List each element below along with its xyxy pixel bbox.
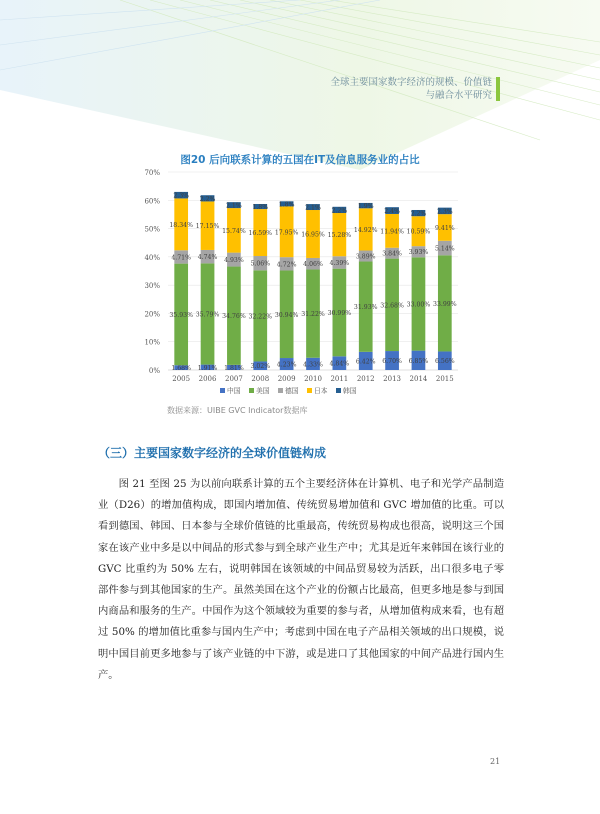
data-label: 10.59% <box>406 228 431 236</box>
x-tick-label: 2007 <box>224 375 243 383</box>
header-accent-bar <box>496 77 500 101</box>
data-label: 4.84% <box>329 360 350 368</box>
data-label: 31.22% <box>301 311 325 319</box>
y-tick-label: 20% <box>144 310 160 319</box>
legend-swatch <box>307 388 312 393</box>
figure-source: 数据来源：UIBE GVC Indicator数据库 <box>167 406 308 415</box>
data-label: 2.2% <box>410 210 427 218</box>
data-label: 4.71% <box>171 254 192 262</box>
data-label: 1.8% <box>278 201 295 209</box>
data-label: 4.23% <box>276 361 297 369</box>
data-label: 6.42% <box>355 358 376 366</box>
legend-swatch <box>249 388 254 393</box>
data-label: 5.06% <box>250 260 271 268</box>
data-label: 4.33% <box>303 361 323 369</box>
legend-label: 韩国 <box>343 387 357 395</box>
data-label: 17.95% <box>274 229 299 237</box>
data-label: 35.79% <box>195 311 220 319</box>
x-tick-label: 2008 <box>251 375 270 383</box>
data-label: 4.93% <box>224 257 244 265</box>
data-label: 2.1% <box>226 202 242 210</box>
data-label: 16.95% <box>301 231 325 239</box>
data-label: 1.9% <box>357 203 374 211</box>
data-label: 5.14% <box>434 245 455 253</box>
y-tick-label: 50% <box>144 225 160 234</box>
data-label: 32.68% <box>380 302 404 310</box>
y-tick-label: 10% <box>144 338 160 347</box>
data-label: 32.22% <box>248 313 273 321</box>
data-label: 6.85% <box>408 357 429 365</box>
data-label: 6.56% <box>434 358 455 366</box>
data-label: 1.81% <box>224 364 244 372</box>
data-label: 33.00% <box>406 301 431 309</box>
legend-label: 美国 <box>256 387 270 395</box>
data-label: 6.70% <box>382 358 402 366</box>
data-label: 4.74% <box>197 254 218 262</box>
page-number: 21 <box>490 757 501 766</box>
data-label: 2.3% <box>436 208 453 216</box>
data-label: 31.93% <box>353 304 378 312</box>
data-label: 14.92% <box>353 226 378 234</box>
data-label: 15.28% <box>327 232 352 240</box>
running-header <box>330 76 492 102</box>
data-label: 2.4% <box>384 208 400 216</box>
data-label: 9.41% <box>434 224 455 232</box>
body-paragraph: 图 21 至图 25 为以前向联系计算的五个主要经济体在计算机、电子和光学产品制造业（D26）的增加值构成，即国内增加值、传统贸易增加值和 GVC 增加值的比重。可以看到德国、韩国、日本参与全球价值链的比重最高，传统贸易构成也很高，说明这三个国家在该产业中多是以中间品的形式参与到全球产业生产中；尤其是近年来韩国在该行业的 GVC 比重约为 50% 左右，说明韩国在该领域的中间品贸易较为活跃，出口很多电子零部件参与到其他国家的生产。虽然美国在这个产业的份额占比最高，但更多地是参与到国内商品和服务的生产。中国作为这个领域较为重要的参与者，从增加值构成来看，也有超过 50% 的增加值比重参与国内生产中；考虑到中国在电子产品相关领域的出口规模，说明中国目前更多地参与了该产业链的中下游，或是进口了其他国家的中间产品进行国内生产。 <box>98 478 504 681</box>
data-label: 2.2% <box>199 195 216 203</box>
section-heading: （三）主要国家数字经济的全球价值链构成 <box>98 446 327 460</box>
data-label: 35.93% <box>169 311 193 319</box>
data-label: 3.93% <box>408 249 429 257</box>
figure-title: 图20 后向联系计算的五国在IT及信息服务业的占比 <box>180 154 420 166</box>
data-label: 33.99% <box>433 300 457 308</box>
data-label: 15.74% <box>222 227 246 235</box>
data-label: 1.68% <box>171 365 192 373</box>
x-tick-label: 2012 <box>356 375 375 383</box>
x-tick-label: 2013 <box>383 375 402 383</box>
legend-label: 中国 <box>227 387 241 395</box>
data-label: 30.99% <box>327 309 352 317</box>
data-label: 17.15% <box>195 223 220 231</box>
data-label: 3.89% <box>355 253 376 261</box>
y-tick-label: 0% <box>148 367 160 375</box>
body-text <box>98 474 504 686</box>
data-label: 30.94% <box>274 311 299 319</box>
legend-swatch <box>220 388 225 393</box>
data-label: 3.84% <box>382 250 402 258</box>
legend-swatch <box>278 388 283 393</box>
header-decoration <box>0 0 600 170</box>
y-tick-label: 70% <box>144 169 160 177</box>
stacked-bar-chart <box>128 166 468 416</box>
x-tick-label: 2006 <box>198 375 217 383</box>
data-label: 34.76% <box>222 313 246 321</box>
data-label: 4.72% <box>276 261 297 269</box>
data-label: 2.1% <box>305 204 321 212</box>
running-header-line-1: 全球主要国家数字经济的规模、价值链 <box>330 77 492 88</box>
data-label: 3.02% <box>250 363 271 371</box>
x-tick-label: 2009 <box>277 375 296 383</box>
x-tick-label: 2010 <box>304 375 322 383</box>
data-label: 4.39% <box>329 259 350 267</box>
data-label: 2.2% <box>331 207 348 215</box>
y-tick-label: 60% <box>144 197 160 206</box>
x-tick-label: 2015 <box>435 375 454 383</box>
data-label: 2.3% <box>173 192 190 200</box>
legend-swatch <box>336 388 341 393</box>
legend-label: 日本 <box>314 387 328 395</box>
data-label: 4.06% <box>303 261 323 269</box>
y-tick-label: 40% <box>144 253 160 262</box>
x-tick-label: 2005 <box>172 375 191 383</box>
data-label: 11.94% <box>380 228 404 236</box>
legend-label: 德国 <box>285 387 299 395</box>
data-label: 1.91% <box>197 364 218 372</box>
data-label: 18.34% <box>169 221 193 229</box>
x-tick-label: 2014 <box>409 375 428 383</box>
running-header-line-2: 与融合水平研究 <box>425 90 492 101</box>
x-tick-label: 2011 <box>330 375 349 383</box>
data-label: 1.8% <box>252 204 269 212</box>
data-label: 16.59% <box>248 230 273 238</box>
y-tick-label: 30% <box>144 282 160 291</box>
